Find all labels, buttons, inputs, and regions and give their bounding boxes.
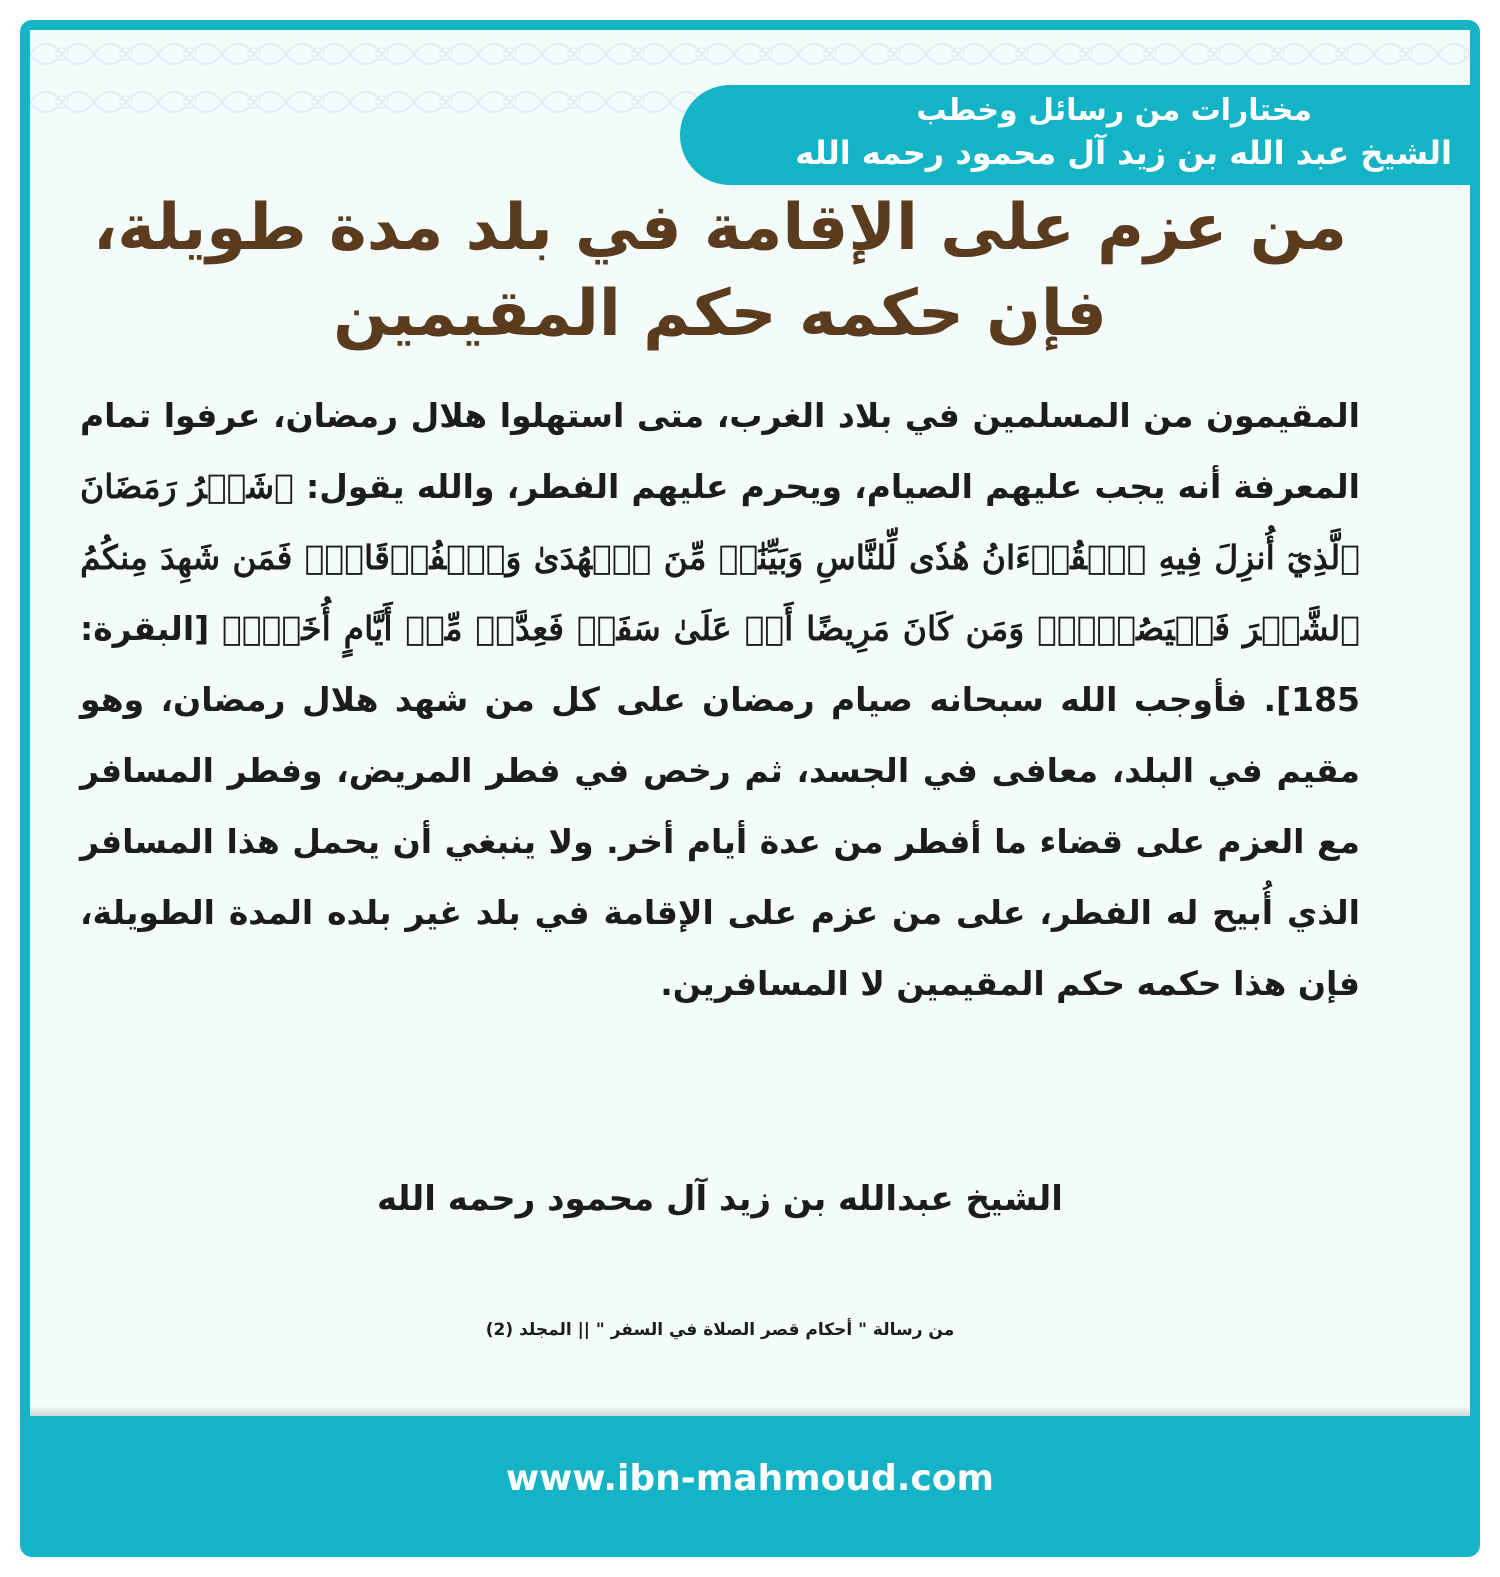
body-text-part2: [البقرة: 185]. فأوجب الله سبحانه صيام رمضان على كل من شهد هلال رمضان، وهو مقيم في البلد، معافى في الجسد، ثم رخص في فطر المريض، وفطر المسافر مع العزم على قضاء ما أفطر من عدة أيام أخر. ولا ينبغي أن يحمل هذا المسافر الذي أُبيح له الفطر، على من عزم على الإقامة في بلد غير بلده المدة الطويلة، فإن هذا حكمه حكم المقيمين لا المسافرين. xyxy=(80,609,1360,1003)
panel-bottom-shadow xyxy=(30,1406,1470,1416)
body-text-part1: المقيمون من المسلمين في بلاد الغرب، متى استهلوا هلال رمضان، عرفوا تمام المعرفة أنه يجب عليهم الصيام، ويحرم عليهم الفطر، والله يقول: xyxy=(80,396,1360,506)
header-banner xyxy=(680,85,1470,185)
article-body xyxy=(80,380,1360,1019)
header-author-name: الشيخ عبد الله بن زيد آل محمود رحمه الله xyxy=(795,134,1452,172)
source-reference: من رسالة " أحكام قصر الصلاة في السفر " || المجلد (2) xyxy=(485,1320,955,1340)
website-link[interactable]: www.ibn-mahmoud.com xyxy=(505,1458,995,1499)
article-title: من عزم على الإقامة في بلد مدة طويلة، فإن حكمه حكم المقيمين xyxy=(92,191,1348,351)
author-signature: الشيخ عبدالله بن زيد آل محمود رحمه الله xyxy=(377,1179,1063,1219)
quran-verse: ﴿شَهۡرُ رَمَضَانَ ٱلَّذِيٓ أُنزِلَ فِيهِ ٱلۡقُرۡءَانُ هُدٗى لِّلنَّاسِ وَبَيِّنَٰتٖ مِّنَ ٱلۡهُدَىٰ وَٱلۡفُرۡقَانِۚ فَمَن شَهِدَ مِنكُمُ ٱلشَّهۡرَ فَلۡيَصُمۡهُۖ وَمَن كَانَ مَرِيضًا أَوۡ عَلَىٰ سَفَرٖ فَعِدَّةٞ مِّنۡ أَيَّامٍ أُخَرَۗ﴾ xyxy=(80,467,1361,648)
header-series-title: مختارات من رسائل وخطب xyxy=(916,93,1312,128)
